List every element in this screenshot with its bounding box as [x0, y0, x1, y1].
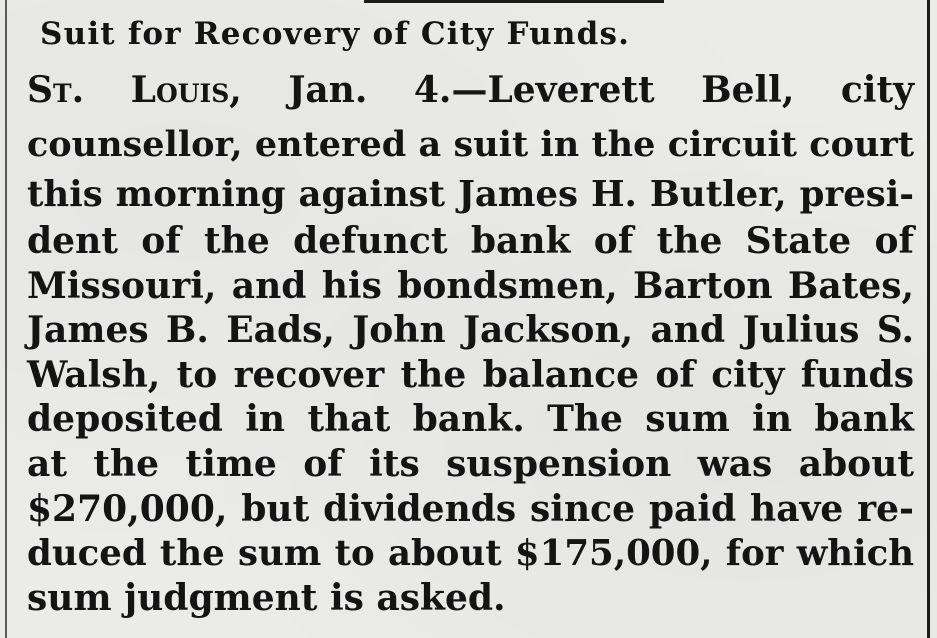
article-line-12: sum judgment is asked.: [27, 577, 506, 619]
article-line-10: $270,000, but dividends since paid have re-: [27, 488, 914, 530]
article-line-7: Walsh, to recover the balance of city funds: [27, 354, 914, 396]
article-dateline: St. Louis: [27, 69, 230, 111]
article-line-6: James B. Eads, John Jackson, and Julius S.: [27, 309, 914, 351]
column-rule-top: [364, 0, 664, 3]
article-line-3: this morning against James H. Butler, presi-: [27, 174, 914, 215]
article-headline: Suit for Recovery of City Funds.: [40, 16, 631, 52]
column-rule-right: [927, 0, 930, 638]
article-line-4: dent of the defunct bank of the State of: [27, 220, 914, 262]
article-line-1: [27, 67, 914, 113]
article-line-5: Missouri, and his bondsmen, Barton Bates,: [27, 265, 914, 307]
article-line-11: duced the sum to about $175,000, for which: [27, 533, 914, 574]
article-line-9: at the time of its suspension was about: [27, 443, 914, 485]
article-line-1-text: , Jan. 4.—Leverett Bell, city: [229, 69, 914, 111]
article-line-2: counsellor, entered a suit in the circuit court: [27, 124, 914, 165]
column-rule-left: [5, 0, 7, 638]
article-line-8: deposited in that bank. The sum in bank: [27, 398, 914, 440]
